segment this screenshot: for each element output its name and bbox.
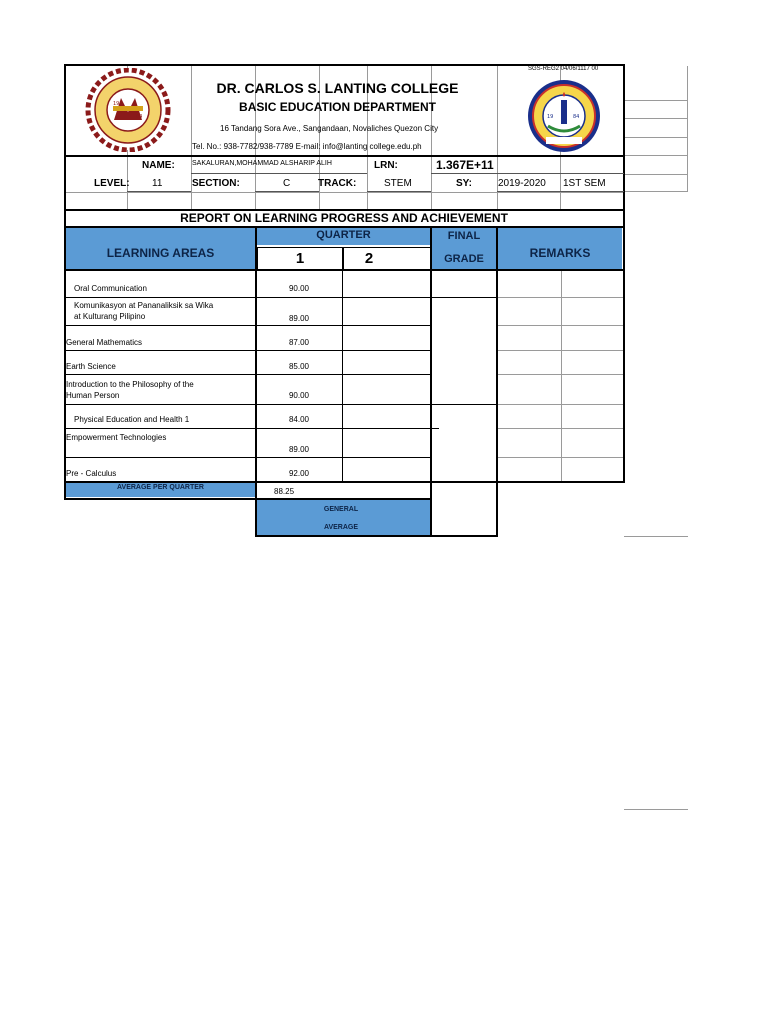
subject-name: Pre - Calculus (66, 469, 117, 478)
level-label: LEVEL: (94, 178, 130, 189)
remarks-header: REMARKS (498, 228, 622, 269)
track-value: STEM (384, 178, 412, 189)
general-average-label: GENERAL AVERAGE (257, 500, 430, 535)
subject-name: Physical Education and Health 1 (74, 415, 190, 424)
name-label: NAME: (142, 160, 175, 171)
subject-q1-grade: 87.00 (288, 338, 310, 347)
subject-name: Komunikasyon at Pananaliksik sa Wika (74, 301, 214, 310)
sy-label: SY: (456, 178, 472, 189)
subject-q1-grade: 89.00 (288, 445, 310, 454)
subject-q1-grade: 84.00 (288, 415, 310, 424)
subject-q1-grade: 90.00 (288, 284, 310, 293)
subject-q1-grade: 90.00 (288, 391, 310, 400)
school-name: DR. CARLOS S. LANTING COLLEGE (216, 80, 459, 96)
average-q1-value: 88.25 (274, 487, 295, 496)
learning-areas-header: LEARNING AREAS (66, 228, 255, 269)
school-seal-right (520, 78, 608, 154)
subject-q1-grade: 89.00 (288, 314, 310, 323)
svg-text:84: 84 (573, 114, 580, 120)
svg-text:19: 19 (547, 114, 554, 120)
subject-name: Oral Communication (74, 284, 147, 293)
school-address: 16 Tandang Sora Ave., Sangandaan, Novaliches Quezon City (220, 124, 439, 133)
quarter-2-header: 2 (343, 247, 431, 270)
final-grade-header: FINAL GRADE (432, 228, 496, 269)
section-value: C (283, 178, 291, 189)
subject-name-line2: Human Person (66, 391, 120, 400)
subject-q1-grade: 85.00 (288, 362, 310, 371)
section-label: SECTION: (192, 178, 240, 189)
svg-text:84: 84 (136, 114, 143, 120)
sem-value: 1ST SEM (563, 178, 606, 189)
sy-value: 2019-2020 (498, 178, 546, 189)
subject-name-line2: at Kulturang Pilipino (74, 312, 146, 321)
level-value: 11 (152, 178, 163, 189)
quarter-1-header: 1 (257, 247, 343, 270)
subject-name: Earth Science (66, 362, 116, 371)
track-label: TRACK: (318, 178, 357, 189)
school-seal-left (77, 68, 179, 152)
general-average-value (432, 483, 496, 535)
subject-name: Introduction to the Philosophy of the (66, 380, 194, 389)
school-department: BASIC EDUCATION DEPARTMENT (239, 100, 436, 114)
average-per-quarter-label: AVERAGE PER QUARTER (66, 483, 255, 497)
lrn-value: 1.367E+11 (436, 158, 494, 172)
school-contact: Tel. No.: 938-7782/938-7789 E-mail: info@lanting college.edu.ph (192, 142, 422, 151)
subject-name: General Mathematics (66, 338, 143, 347)
report-title: REPORT ON LEARNING PROGRESS AND ACHIEVEMENT (180, 211, 508, 225)
student-name: SAKALURAN,MOHAMMAD ALSHARIP ALIH (192, 160, 332, 167)
subject-name: Empowerment Technologies (66, 433, 167, 442)
subject-q1-grade: 92.00 (288, 469, 310, 478)
svg-text:19: 19 (113, 101, 120, 107)
lrn-label: LRN: (374, 160, 398, 171)
form-code: SGS-REG2 04/06/1117 00 (528, 66, 599, 72)
quarter-header: QUARTER (257, 228, 430, 245)
